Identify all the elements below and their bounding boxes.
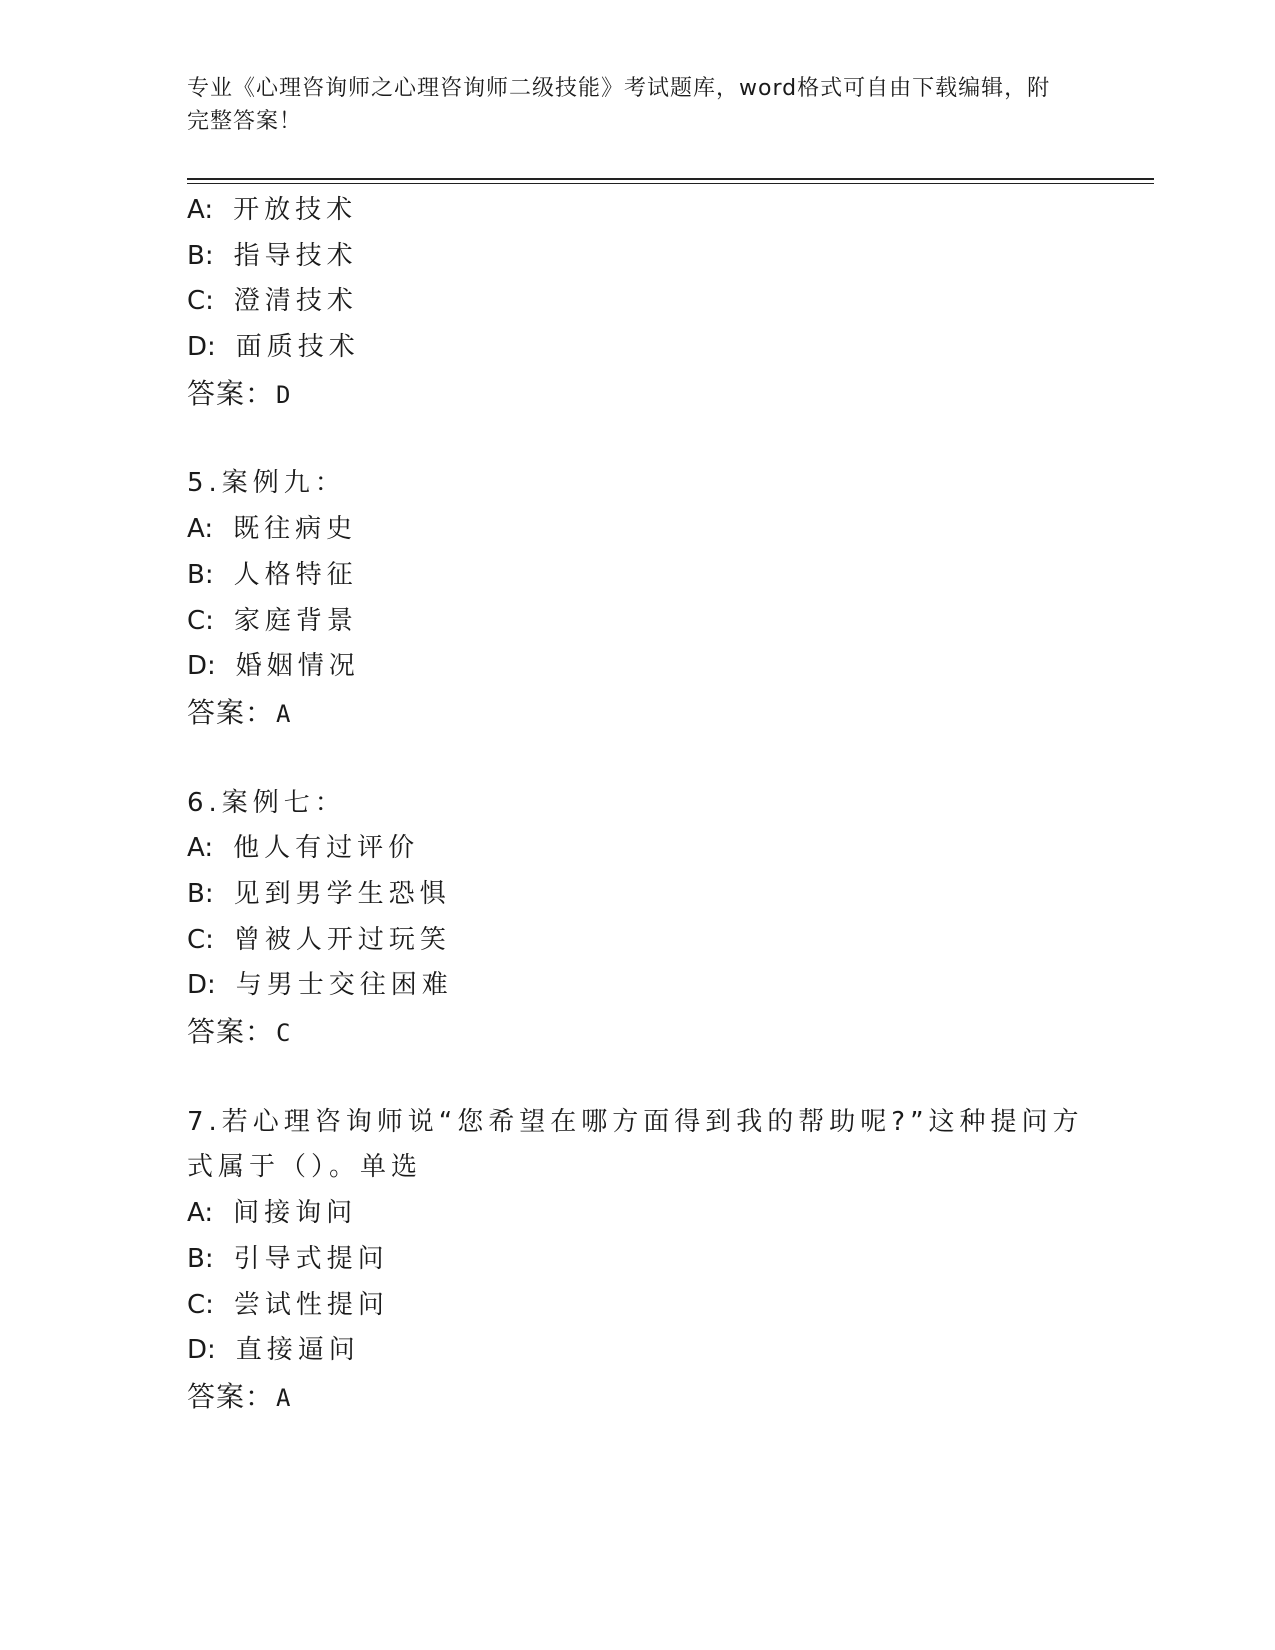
question-block <box>187 781 1087 1055</box>
option-letter: A: <box>187 1198 214 1229</box>
question-text: 5.案例九： <box>187 468 346 499</box>
question-block <box>187 461 1087 735</box>
option-d <box>187 1328 1087 1374</box>
question-text: 7.若心理咨询师说“您希望在哪方面得到我的帮助呢?”这种提问方式属于（）。单选 <box>187 1106 1084 1183</box>
answer-value: A <box>276 699 292 728</box>
option-b <box>187 553 1087 599</box>
option-text: 引导式提问 <box>233 1243 389 1274</box>
answer-label: 答案： <box>187 376 275 410</box>
option-c <box>187 1283 1087 1329</box>
option-a <box>187 826 1087 872</box>
question-block <box>187 1100 1087 1420</box>
option-text: 与男士交往困难 <box>235 970 453 1001</box>
option-text: 面质技术 <box>235 332 360 363</box>
option-text: 澄清技术 <box>233 286 358 317</box>
header-divider <box>187 178 1154 180</box>
question-text: 6.案例七： <box>187 787 346 818</box>
answer-value: D <box>276 380 292 409</box>
option-text: 既往病史 <box>233 514 358 545</box>
answer-value: C <box>276 1019 292 1048</box>
answer-line <box>187 1009 1087 1055</box>
option-letter: D: <box>187 651 216 682</box>
option-letter: C: <box>187 286 214 317</box>
answer-label: 答案： <box>187 1015 275 1049</box>
answer-line <box>187 371 1087 417</box>
option-a <box>187 507 1087 553</box>
option-letter: A: <box>187 514 214 545</box>
header-divider-thin <box>187 183 1154 184</box>
option-text: 曾被人开过玩笑 <box>233 924 451 955</box>
option-text: 直接逼问 <box>235 1335 360 1366</box>
option-text: 间接询问 <box>233 1198 358 1229</box>
answer-line <box>187 690 1087 736</box>
document-header: 专业《心理咨询师之心理咨询师二级技能》考试题库，word格式可自由下载编辑，附完整答案！ <box>187 76 1051 134</box>
option-text: 他人有过评价 <box>233 833 420 864</box>
option-b <box>187 1237 1087 1283</box>
option-letter: C: <box>187 924 214 955</box>
option-c <box>187 918 1087 964</box>
question-list <box>187 188 1087 1420</box>
option-c <box>187 279 1087 325</box>
option-a <box>187 1191 1087 1237</box>
option-letter: B: <box>187 1243 214 1274</box>
question-block <box>187 188 1087 416</box>
option-text: 人格特征 <box>233 559 358 590</box>
option-d <box>187 644 1087 690</box>
option-b <box>187 234 1087 280</box>
option-letter: D: <box>187 1335 216 1366</box>
option-letter: C: <box>187 1289 214 1320</box>
option-letter: D: <box>187 970 216 1001</box>
option-b <box>187 872 1087 918</box>
option-a <box>187 188 1087 234</box>
option-c <box>187 599 1087 645</box>
option-d <box>187 963 1087 1009</box>
answer-value: A <box>276 1383 292 1412</box>
option-d <box>187 325 1087 371</box>
answer-label: 答案： <box>187 1379 275 1413</box>
option-letter: A: <box>187 833 214 864</box>
option-text: 见到男学生恐惧 <box>233 878 451 909</box>
option-text: 家庭背景 <box>233 605 358 636</box>
option-letter: B: <box>187 878 214 909</box>
answer-line <box>187 1374 1087 1420</box>
option-letter: B: <box>187 559 214 590</box>
option-letter: C: <box>187 605 214 636</box>
option-letter: A: <box>187 195 214 225</box>
option-text: 指导技术 <box>233 240 358 271</box>
option-text: 开放技术 <box>233 195 358 225</box>
option-letter: B: <box>187 240 214 271</box>
option-text: 尝试性提问 <box>233 1289 389 1320</box>
option-letter: D: <box>187 332 216 363</box>
answer-label: 答案： <box>187 695 275 729</box>
option-text: 婚姻情况 <box>235 651 360 682</box>
